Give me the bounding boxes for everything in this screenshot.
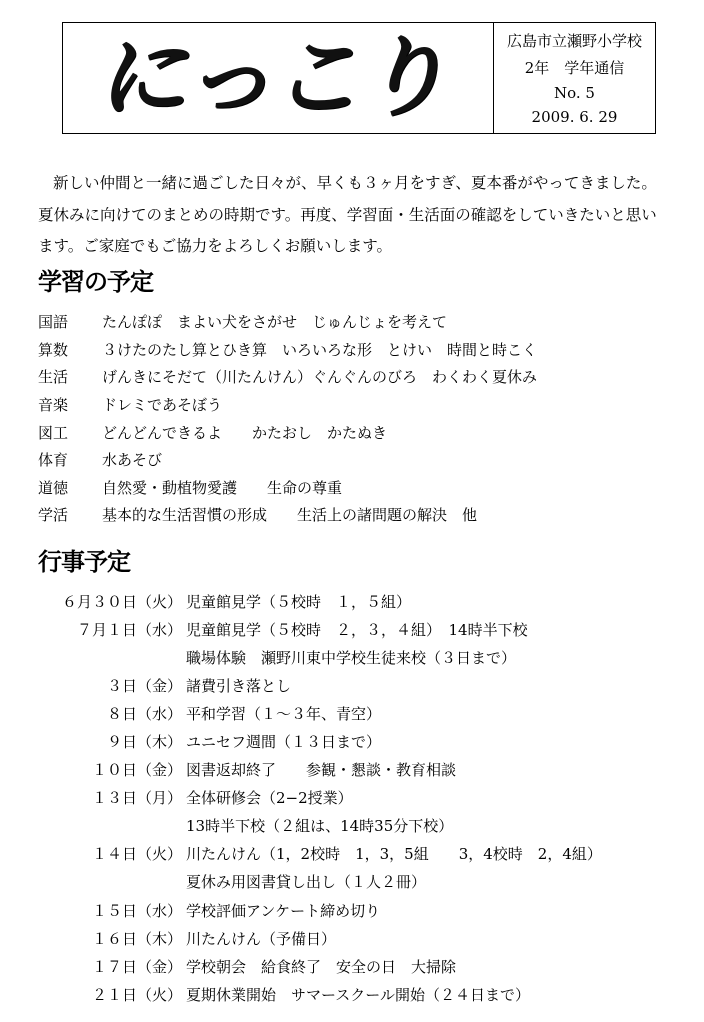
study-row — [38, 501, 678, 529]
event-row — [38, 699, 678, 727]
event-date: １４日（火） — [91, 845, 182, 864]
event-row — [38, 671, 678, 699]
event-date: ６月３０日（火） — [61, 592, 182, 611]
event-date: １３日（月） — [91, 789, 182, 808]
event-row — [38, 924, 678, 952]
event-date: １５日（水） — [91, 901, 182, 920]
event-row — [38, 615, 678, 643]
issue-number: No. 5 — [554, 84, 595, 102]
study-row — [38, 418, 678, 446]
study-subject: 音楽 — [38, 396, 69, 415]
event-date: ３日（金） — [106, 676, 182, 695]
event-content: 学校評価アンケート締め切り — [186, 901, 381, 920]
intro-paragraph: 新しい仲間と一緒に過ごした日々が、早くも３ヶ月をすぎ、夏本番がやってきました。夏休みに向けてのまとめの時期です。再度、学習面・生活面の確認をしていきたいと思います。ご家庭でもご協力をよろしくお願いします。 — [38, 174, 657, 255]
event-content: 夏期休業開始 サマースクール開始（２４日まで） — [186, 985, 530, 1004]
school-info — [494, 23, 655, 133]
event-date: １６日（木） — [91, 929, 182, 948]
event-content: 川たんけん（1，2校時 1，3，5組 3，4校時 2，4組） — [186, 845, 602, 864]
study-subject: 道徳 — [38, 478, 69, 497]
event-row — [38, 756, 678, 784]
study-row — [38, 391, 678, 419]
event-row — [38, 784, 678, 812]
study-row — [38, 474, 678, 502]
event-content: 図書返却終了 参観・懇談・教育相談 — [186, 761, 457, 780]
study-subject: 体育 — [38, 451, 69, 470]
study-row — [38, 308, 678, 336]
masthead-title: にっこり — [92, 26, 464, 129]
study-content: 自然愛・動植物愛護 生命の尊重 — [102, 478, 343, 497]
event-date: ９日（木） — [106, 733, 182, 752]
newsletter-label: 2年 学年通信 — [524, 59, 625, 77]
study-list — [38, 308, 678, 529]
event-row — [38, 840, 678, 868]
event-row — [38, 952, 678, 980]
event-content: 13時半下校（２組は、14時35分下校） — [186, 817, 454, 836]
event-content: 諸費引き落とし — [186, 676, 292, 695]
newsletter-header — [62, 22, 656, 134]
issue-date: 2009. 6. 29 — [531, 108, 618, 126]
study-row — [38, 446, 678, 474]
study-content: ドレミであそぼう — [102, 396, 223, 415]
event-row — [38, 727, 678, 755]
study-subject: 図工 — [38, 423, 69, 442]
study-subject: 生活 — [38, 368, 69, 387]
study-content: げんきにそだて（川たんけん）ぐんぐんのびろ わくわく夏休み — [102, 368, 538, 387]
event-date: １７日（金） — [91, 957, 182, 976]
event-list — [38, 587, 678, 1008]
event-content: 川たんけん（予備日） — [186, 929, 337, 948]
event-row — [38, 896, 678, 924]
event-row — [38, 980, 678, 1008]
event-content: 平和学習（１～３年、青空） — [186, 704, 382, 723]
events-section-heading: 行事予定 — [38, 548, 130, 576]
study-content: 基本的な生活習慣の形成 生活上の諸問題の解決 他 — [102, 506, 478, 525]
event-content: ユニセフ週間（１３日まで） — [186, 733, 382, 752]
event-date: ８日（水） — [106, 704, 182, 723]
event-date: ７月１日（水） — [76, 620, 182, 639]
study-content: ３けたのたし算とひき算 いろいろな形 とけい 時間と時こく — [102, 340, 538, 359]
masthead — [63, 23, 493, 133]
event-content: 職場体験 瀬野川東中学校生徒来校（３日まで） — [186, 648, 517, 667]
study-section-heading: 学習の予定 — [38, 268, 153, 296]
event-content: 夏休み用図書貸し出し（１人２冊） — [186, 873, 427, 892]
study-subject: 学活 — [38, 506, 69, 525]
event-row — [38, 643, 678, 671]
study-content: 水あそび — [102, 451, 163, 470]
event-content: 児童館見学（５校時 １，５組） — [186, 592, 412, 611]
study-content: どんどんできるよ かたおし かたぬき — [102, 423, 388, 442]
study-content: たんぽぽ まよい犬をさがせ じゅんじょを考えて — [102, 313, 448, 332]
event-date: １０日（金） — [91, 761, 182, 780]
event-content: 全体研修会（2−2授業） — [186, 789, 353, 808]
study-row — [38, 336, 678, 364]
event-row — [38, 868, 678, 896]
event-date: ２１日（火） — [91, 985, 182, 1004]
study-subject: 算数 — [38, 340, 69, 359]
event-row — [38, 812, 678, 840]
event-content: 児童館見学（５校時 ２，３，４組） 14時半下校 — [186, 620, 528, 639]
school-name: 広島市立瀬野小学校 — [506, 32, 642, 50]
study-subject: 国語 — [38, 313, 69, 332]
study-row — [38, 363, 678, 391]
event-content: 学校朝会 給食終了 安全の日 大掃除 — [186, 957, 457, 976]
event-row — [38, 587, 678, 615]
